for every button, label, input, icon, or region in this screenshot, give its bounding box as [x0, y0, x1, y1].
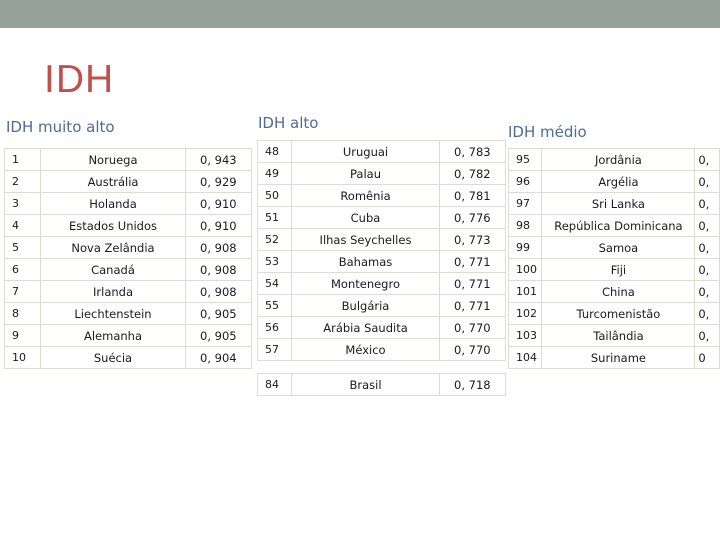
idh-value-cell: 0, [695, 303, 720, 325]
country-cell: China [542, 281, 695, 303]
table-row [5, 303, 252, 325]
rank-cell: 84 [258, 374, 292, 396]
table-row [509, 259, 720, 281]
rank-cell: 10 [5, 347, 41, 369]
rank-cell: 102 [509, 303, 542, 325]
idh-value-cell: 0, 943 [186, 149, 252, 171]
rank-cell: 7 [5, 281, 41, 303]
rank-cell: 49 [258, 163, 292, 185]
country-cell: Palau [292, 163, 440, 185]
rank-cell: 100 [509, 259, 542, 281]
table-row [258, 229, 506, 251]
rank-cell: 1 [5, 149, 41, 171]
section-label-medio: IDH médio [508, 123, 587, 141]
rank-cell: 55 [258, 295, 292, 317]
rank-cell: 56 [258, 317, 292, 339]
country-cell: Tailândia [542, 325, 695, 347]
idh-value-cell: 0, 770 [440, 317, 506, 339]
idh-value-cell: 0, 910 [186, 193, 252, 215]
country-cell: Liechtenstein [41, 303, 186, 325]
idh-value-cell: 0, 771 [440, 273, 506, 295]
table-row [509, 215, 720, 237]
country-cell: Ilhas Seychelles [292, 229, 440, 251]
idh-value-cell: 0, 908 [186, 259, 252, 281]
country-cell: Cuba [292, 207, 440, 229]
rank-cell: 4 [5, 215, 41, 237]
table-row [258, 295, 506, 317]
rank-cell: 9 [5, 325, 41, 347]
table-row [258, 163, 506, 185]
rank-cell: 48 [258, 141, 292, 163]
rank-cell: 3 [5, 193, 41, 215]
rank-cell: 104 [509, 347, 542, 369]
idh-medio-table [508, 148, 720, 369]
idh-value-cell: 0, 782 [440, 163, 506, 185]
country-cell: Uruguai [292, 141, 440, 163]
rank-cell: 6 [5, 259, 41, 281]
idh-value-cell: 0, 773 [440, 229, 506, 251]
table-row [5, 149, 252, 171]
rank-cell: 98 [509, 215, 542, 237]
idh-value-cell: 0, 781 [440, 185, 506, 207]
country-cell: Fiji [542, 259, 695, 281]
country-cell: Suécia [41, 347, 186, 369]
idh-value-cell: 0, 904 [186, 347, 252, 369]
table-row [509, 281, 720, 303]
country-cell: Bulgária [292, 295, 440, 317]
idh-value-cell: 0, [695, 237, 720, 259]
rank-cell: 57 [258, 339, 292, 361]
idh-value-cell: 0, 718 [440, 374, 506, 396]
table-row [509, 237, 720, 259]
table-row [509, 193, 720, 215]
table-row [5, 325, 252, 347]
table-row [5, 215, 252, 237]
country-cell: Turcomenistão [542, 303, 695, 325]
rank-cell: 99 [509, 237, 542, 259]
rank-cell: 52 [258, 229, 292, 251]
rank-cell: 2 [5, 171, 41, 193]
rank-cell: 51 [258, 207, 292, 229]
rank-cell: 97 [509, 193, 542, 215]
table-row [258, 273, 506, 295]
table-row [5, 237, 252, 259]
country-cell: Romênia [292, 185, 440, 207]
idh-value-cell: 0, [695, 171, 720, 193]
table-row [509, 303, 720, 325]
idh-alto-brasil-table [257, 373, 506, 396]
table-row [258, 374, 506, 396]
table-row [5, 281, 252, 303]
rank-cell: 53 [258, 251, 292, 273]
idh-value-cell: 0, 905 [186, 303, 252, 325]
country-cell: Sri Lanka [542, 193, 695, 215]
rank-cell: 101 [509, 281, 542, 303]
idh-alto-table [257, 140, 506, 361]
table-row [5, 347, 252, 369]
section-label-alto: IDH alto [258, 114, 319, 132]
country-cell: República Dominicana [542, 215, 695, 237]
rank-cell: 54 [258, 273, 292, 295]
idh-value-cell: 0, [695, 215, 720, 237]
table-row [5, 171, 252, 193]
country-cell: Brasil [292, 374, 440, 396]
idh-value-cell: 0, [695, 149, 720, 171]
table-row [5, 259, 252, 281]
table-row [258, 339, 506, 361]
idh-value-cell: 0, [695, 325, 720, 347]
country-cell: Austrália [41, 171, 186, 193]
table-row [509, 171, 720, 193]
country-cell: Argélia [542, 171, 695, 193]
rank-cell: 103 [509, 325, 542, 347]
table-row [5, 193, 252, 215]
idh-value-cell: 0, 770 [440, 339, 506, 361]
country-cell: Nova Zelândia [41, 237, 186, 259]
idh-muito-alto-table [4, 148, 252, 369]
country-cell: Alemanha [41, 325, 186, 347]
table-row [258, 317, 506, 339]
rank-cell: 96 [509, 171, 542, 193]
idh-value-cell: 0, [695, 193, 720, 215]
idh-value-cell: 0, 910 [186, 215, 252, 237]
idh-value-cell: 0, 783 [440, 141, 506, 163]
country-cell: Arábia Saudita [292, 317, 440, 339]
rank-cell: 50 [258, 185, 292, 207]
slide-title: IDH [44, 58, 115, 101]
country-cell: Holanda [41, 193, 186, 215]
country-cell: Noruega [41, 149, 186, 171]
table-row [258, 185, 506, 207]
idh-value-cell: 0, [695, 259, 720, 281]
country-cell: Jordânia [542, 149, 695, 171]
country-cell: Canadá [41, 259, 186, 281]
idh-value-cell: 0, 771 [440, 251, 506, 273]
idh-value-cell: 0, 929 [186, 171, 252, 193]
idh-value-cell: 0, 771 [440, 295, 506, 317]
rank-cell: 5 [5, 237, 41, 259]
idh-value-cell: 0, 776 [440, 207, 506, 229]
table-row [509, 149, 720, 171]
country-cell: Samoa [542, 237, 695, 259]
rank-cell: 8 [5, 303, 41, 325]
idh-value-cell: 0 [695, 347, 720, 369]
table-row [509, 347, 720, 369]
country-cell: Estados Unidos [41, 215, 186, 237]
idh-value-cell: 0, 908 [186, 237, 252, 259]
table-row [509, 325, 720, 347]
idh-value-cell: 0, 908 [186, 281, 252, 303]
country-cell: Bahamas [292, 251, 440, 273]
country-cell: México [292, 339, 440, 361]
idh-value-cell: 0, 905 [186, 325, 252, 347]
section-label-muito-alto: IDH muito alto [6, 118, 115, 136]
country-cell: Montenegro [292, 273, 440, 295]
country-cell: Suriname [542, 347, 695, 369]
top-banner-bar [0, 0, 720, 28]
table-row [258, 141, 506, 163]
table-row [258, 207, 506, 229]
table-row [258, 251, 506, 273]
country-cell: Irlanda [41, 281, 186, 303]
idh-value-cell: 0, [695, 281, 720, 303]
rank-cell: 95 [509, 149, 542, 171]
